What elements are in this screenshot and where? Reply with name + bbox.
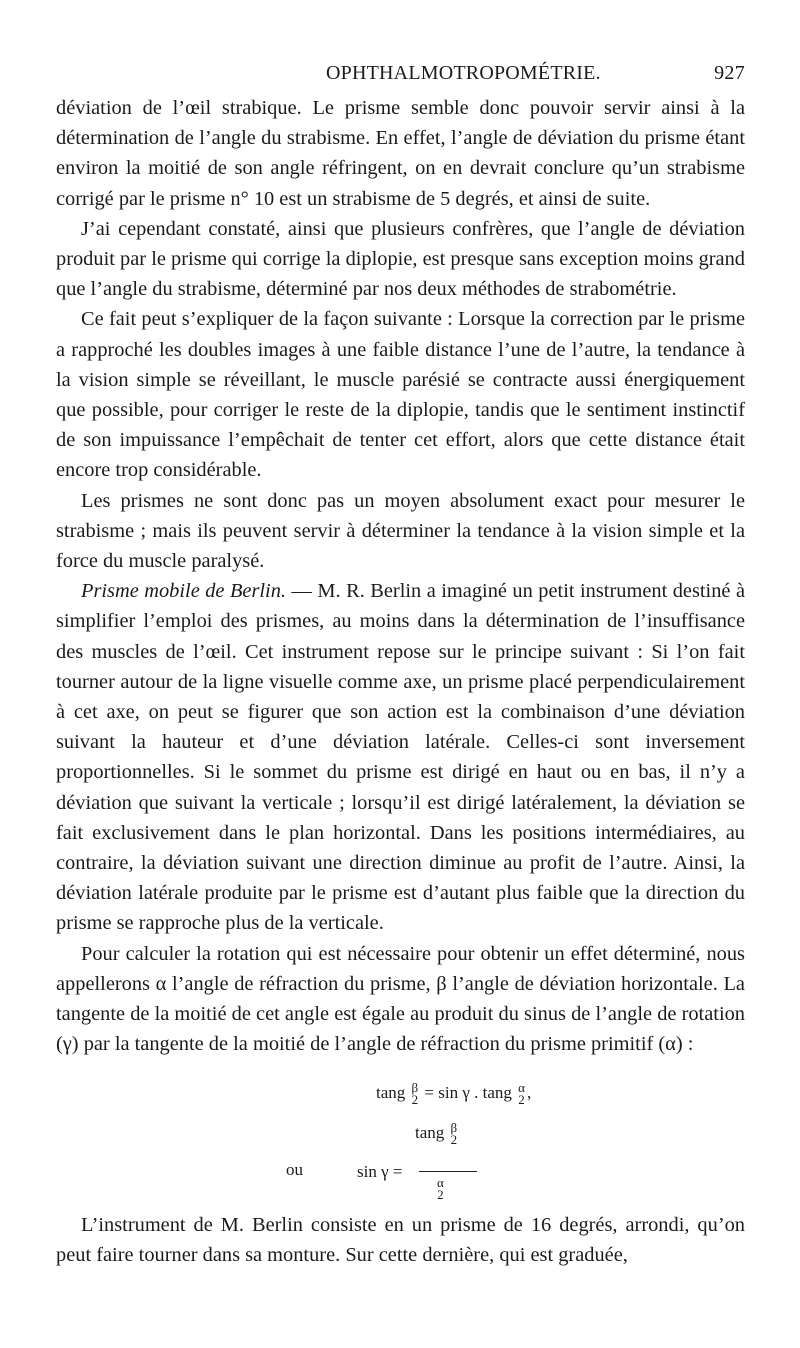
formula-1-lhs-den: 2 bbox=[411, 1091, 419, 1107]
formula-2-numerator bbox=[415, 1119, 459, 1147]
paragraph-3: Ce fait peut s’expliquer de la façon suivante : Lorsque la correction par le prisme a rapproché les doubles images à une faible distance l’une de l’autre, la tendance à la vision simple se réveillant, le muscle parésié se contracte aussi énergiquement que possible, pour corriger le reste de la diplopie, tandis que le sentiment instinctif de son impuissance l’empêchait de tenter cet effort, alors que cette distance était encore trop considérable. bbox=[56, 308, 745, 482]
formula-block bbox=[56, 1060, 745, 1210]
section-lead: Prisme mobile de Berlin. bbox=[81, 580, 287, 603]
formula-2-num-func: tang bbox=[415, 1122, 445, 1142]
closing-paragraph: L’instrument de M. Berlin consiste en un prisme de 16 degrés, arrondi, qu’on peut faire tourner dans sa monture. Sur cette dernière, qui est graduée, bbox=[56, 1213, 745, 1266]
formula-2-num-den: 2 bbox=[450, 1131, 458, 1147]
page-number: 927 bbox=[714, 62, 745, 84]
running-header bbox=[56, 62, 745, 85]
formula-1-lhs-fraction bbox=[411, 1079, 419, 1107]
formula-2-num-fraction bbox=[450, 1119, 458, 1147]
section-berlin bbox=[56, 576, 745, 938]
section-text: — M. R. Berlin a imaginé un petit instrument destiné à simplifier l’emploi des prismes, au moins dans la détermination de l’insuffisance des muscles de l’œil. Cet instrument repose sur le principe suivant : Si l’on fait tourner autour de la ligne visuelle comme axe, un prisme placé perpendiculairement à cet axe, on peut se figurer que son action est la combinaison d’une déviation suivant la hauteur et d’une déviation latérale. Celles-ci sont inversement proportionnelles. Si le sommet du prisme est dirigé en haut ou en bas, il n’y a déviation que suivant la verticale ; lorsqu’il est dirigé latéralement, la déviation se fait exclusivement dans le plan horizontal. Dans les positions intermédiaires, au contraire, la déviation suivant une direction diminue au profit de l’autre. Ainsi, la déviation latérale produite par le prisme est d’autant plus faible que la direction du prisme se rapproche plus de la verticale. bbox=[56, 580, 746, 935]
formula-2-den-den: 2 bbox=[437, 1186, 444, 1202]
running-title: OPHTHALMOTROPOMÉTRIE. bbox=[326, 62, 601, 84]
formula-1 bbox=[376, 1079, 532, 1107]
formula-2-fraction-bar bbox=[419, 1171, 477, 1172]
formula-2-denominator bbox=[437, 1174, 444, 1202]
formula-1-rhs-den: 2 bbox=[518, 1091, 525, 1107]
formula-1-lhs-num: β bbox=[411, 1079, 419, 1095]
formula-2-connector: ou bbox=[286, 1159, 303, 1179]
paragraph-rotation: Pour calculer la rotation qui est nécessaire pour obtenir un effet déterminé, nous appellerons α l’angle de réfraction du prisme, β l’angle de déviation horizontale. La tangente de la moitié de cet angle est égale au produit du sinus de l’angle de rotation (γ) par la tangente de la moitié de l’angle de réfraction du prisme primitif (α) : bbox=[56, 942, 745, 1056]
formula-1-func: tang bbox=[376, 1082, 406, 1102]
formula-1-trail: , bbox=[526, 1082, 532, 1102]
formula-1-rhs-num: α bbox=[518, 1079, 525, 1095]
formula-1-eq: = sin γ . tang bbox=[424, 1082, 512, 1102]
formula-2-den-num: α bbox=[437, 1174, 444, 1190]
formula-2-lhs: sin γ = bbox=[357, 1161, 403, 1181]
paragraph-1: déviation de l’œil strabique. Le prisme semble donc pouvoir servir ainsi à la détermination de l’angle du strabisme. En effet, l’angle de déviation du prisme étant environ la moitié de son angle réfringent, on en devrait conclure qu’un strabisme corrigé par le prisme n° 10 est un strabisme de 5 degrés, et ainsi de suite. bbox=[56, 97, 745, 210]
formula-1-rhs-fraction bbox=[518, 1079, 525, 1107]
paragraph-4: Les prismes ne sont donc pas un moyen absolument exact pour mesurer le strabisme ; mais ils peuvent servir à déterminer la tendance à la vision simple et la force du muscle paralysé. bbox=[56, 489, 745, 573]
paragraph-2: J’ai cependant constaté, ainsi que plusieurs confrères, que l’angle de déviation produit par le prisme qui corrige la diplopie, est presque sans exception moins grand que l’angle du strabisme, déterminé par nos deux méthodes de strabométrie. bbox=[56, 217, 745, 301]
formula-2-num-num: β bbox=[450, 1119, 458, 1135]
